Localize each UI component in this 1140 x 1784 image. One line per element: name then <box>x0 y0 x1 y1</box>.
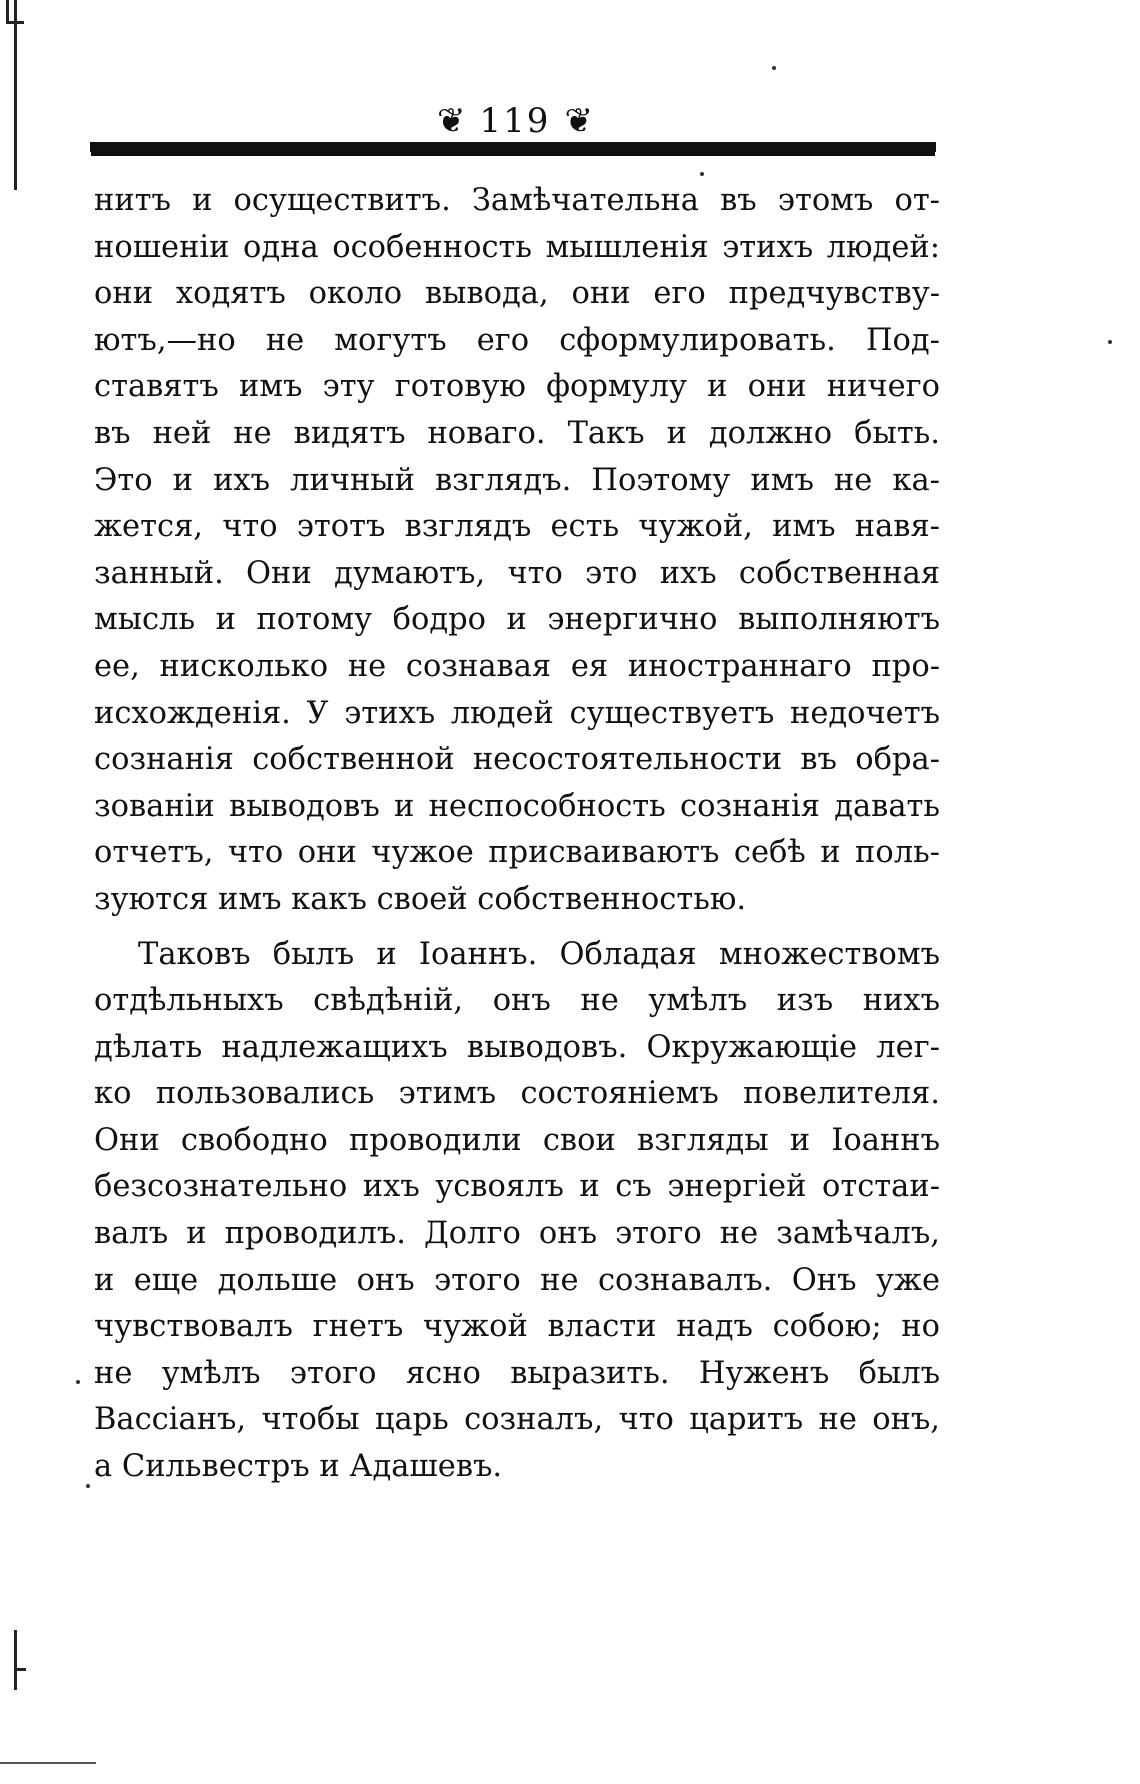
text-line: отдѣльныхъ свѣдѣній, онъ не умѣлъ изъ нихъ <box>94 983 940 1019</box>
text-line: въ ней не видятъ новаго. Такъ и должно быть. <box>94 415 940 451</box>
text-line: ее, нисколько не сознавая ея иностраннаго про- <box>94 648 940 684</box>
text-line: ко пользовались этимъ состояніемъ повелителя. <box>94 1076 940 1112</box>
paragraph-gap <box>94 924 940 932</box>
text-line: Они свободно проводили свои взгляды и Іоаннъ <box>94 1122 940 1158</box>
text-line: ставятъ имъ эту готовую формулу и они ничего <box>94 369 940 405</box>
text-line: ношеніи одна особенность мышленія этихъ людей: <box>94 229 940 265</box>
text-line: нитъ и осуществитъ. Замѣчательна въ этомъ от- <box>94 183 940 218</box>
text-line: жется, что этотъ взглядъ есть чужой, имъ навя- <box>94 509 940 545</box>
scan-speck <box>772 66 776 70</box>
scan-speck <box>76 1380 80 1384</box>
text-line: Это и ихъ личный взглядъ. Поэтому имъ не ка- <box>94 462 940 498</box>
text-line: отчетъ, что они чужое присваиваютъ себѣ и поль- <box>94 835 940 871</box>
text-line: они ходятъ около вывода, они его предчувству- <box>94 276 940 312</box>
text-line: занный. Они думаютъ, что это ихъ собственная <box>94 555 940 591</box>
text-line: и еще дольше онъ этого не сознавалъ. Онъ уже <box>94 1262 940 1298</box>
text-line: исхожденія. У этихъ людей существуетъ недочетъ <box>94 695 940 731</box>
text-line: а Сильвестръ и Адашевъ. <box>94 1449 503 1485</box>
scan-edge-rule <box>0 1762 96 1764</box>
fleuron-ornament-icon: ❦ <box>437 101 466 141</box>
running-head <box>90 96 940 146</box>
text-line: валъ и проводилъ. Долго онъ этого не замѣчалъ, <box>94 1216 940 1252</box>
paragraph <box>94 178 940 924</box>
text-line: безсознательно ихъ усвоялъ и съ энергіей отстаи- <box>94 1169 940 1205</box>
text-line: Таковъ былъ и Іоаннъ. Обладая множествомъ <box>138 936 940 972</box>
text-line: чувствовалъ гнетъ чужой власти надъ собою; но <box>94 1309 940 1345</box>
page-number: 119 <box>479 101 551 141</box>
text-line: дѣлать надлежащихъ выводовъ. Окружающіе лег- <box>94 1029 940 1065</box>
scan-edge-line <box>14 1630 17 1690</box>
scan-speck <box>1108 340 1112 344</box>
text-line: зованіи выводовъ и неспособность сознанія давать <box>94 788 940 824</box>
header-rule <box>90 142 936 152</box>
text-line: ютъ,—но не могутъ его сформулировать. Под- <box>94 322 940 358</box>
scan-speck <box>86 1484 90 1488</box>
text-line: не умѣлъ этого ясно выразить. Нуженъ былъ <box>94 1355 940 1391</box>
text-line: зуются имъ какъ своей собственностью. <box>94 881 747 917</box>
text-line: Вассіанъ, чтобы царь созналъ, что царитъ не онъ, <box>94 1402 940 1438</box>
paragraph <box>94 932 940 1491</box>
scan-edge-mark <box>14 1668 26 1671</box>
text-line: сознанія собственной несостоятельности въ обра- <box>94 742 940 778</box>
fleuron-ornament-icon: ❦ <box>564 101 593 141</box>
text-line: мысль и потому бодро и энергично выполняютъ <box>94 602 940 638</box>
scan-speck <box>700 172 704 176</box>
scan-edge-line <box>14 0 17 190</box>
body-text <box>94 178 940 1491</box>
